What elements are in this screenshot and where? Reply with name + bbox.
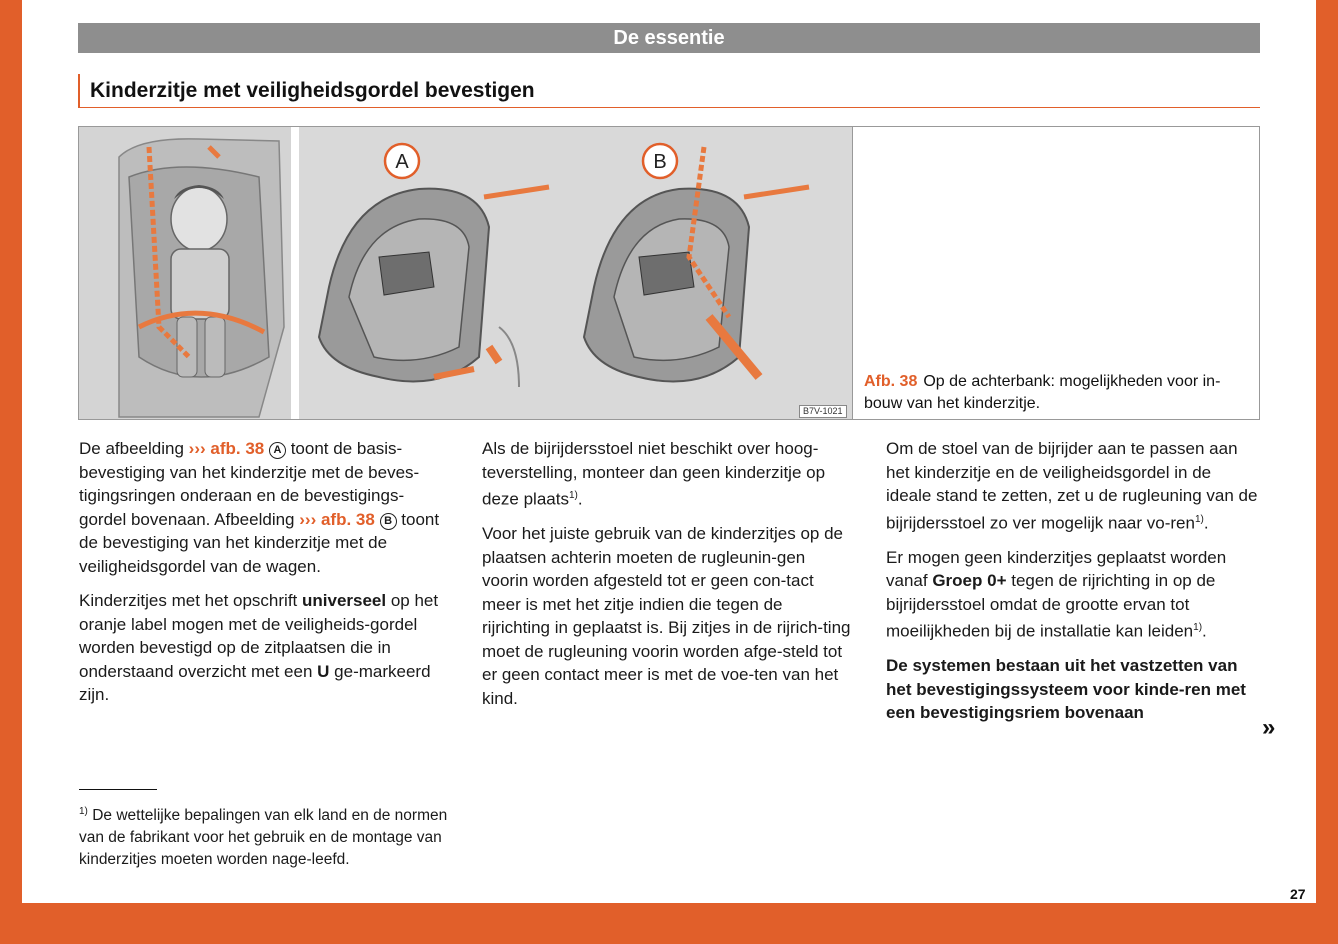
- circled-label-a: A: [269, 442, 286, 459]
- figure-caption: [864, 371, 1244, 415]
- footnote-divider: [79, 789, 157, 790]
- figure-illustration: [79, 127, 853, 419]
- footnote-text: De wettelijke bepalingen van elk land en de normen van de fabrikant voor het gebruik en de montage van kinderzitjes moeten worden nage-leefd.: [79, 807, 448, 869]
- continue-arrow-icon[interactable]: »: [1262, 714, 1276, 741]
- figure: [78, 126, 1260, 420]
- paragraph: Als de bijrijdersstoel niet beschikt over hoog-teverstelling, monteer dan geen kinderzitje op deze plaats$^{1)}$.: [482, 439, 826, 509]
- figure-caption-text: Op de achterbank: mogelijkheden voor in-bouw van het kinderzitje.: [864, 373, 1221, 412]
- footnote: [79, 801, 451, 871]
- paragraph: Er mogen geen kinderzitjes geplaatst worden vanaf Groep 0+ tegen de rijrichting in op de bijrijdersstoel omdat de grootte ervan tot moeilijkheden bij de installatie kan leiden$^{1)}$.: [886, 547, 1227, 641]
- page-number: 27: [1290, 886, 1306, 902]
- footnote-marker[interactable]: 1): [1193, 622, 1203, 634]
- figure-reference-link[interactable]: afb. 38: [320, 509, 375, 529]
- cross-reference-arrow: ›››: [299, 509, 317, 529]
- paragraph: Om de stoel van de bijrijder aan te passen aan het kinderzitje en de veiligheidsgordel in de ideale stand te zetten, zet u de rugleuning van de bijrijdersstoel zo ver mogelijk naar vo-ren$^{1)}$.: [886, 439, 1258, 533]
- figure-reference-link[interactable]: afb. 38: [210, 439, 265, 458]
- footnote-marker[interactable]: 1): [568, 490, 578, 501]
- footnote-number: 1): [79, 806, 88, 817]
- cross-reference-arrow: ›››: [188, 439, 206, 458]
- paragraph: De systemen bestaan uit het vastzetten van het bevestigingssysteem voor kinde-ren met een bevestigingsriem bovenaan: [886, 656, 1246, 723]
- paragraph: Kinderzitjes met het opschrift universeel op het oranje label mogen met de veiligheids-gordel worden bevestigd op de zitplaatsen die in onderstaand overzicht met een U ge-markeerd zijn.: [79, 591, 439, 704]
- text-column-3: [886, 437, 1258, 736]
- paragraph: De afbeelding ››› afb. 38 A toont de basis-bevestiging van het kinderzitje met de beves-tigingsringen onderaan en de bevestigings-gordel bovenaan. Afbeelding ››› afb. 38 B toont de bevestiging van het kinderzitje met de veiligheidsgordel van de wagen.: [79, 439, 440, 576]
- circled-label-b: B: [380, 513, 397, 530]
- figure-caption-label: Afb. 38: [864, 373, 918, 390]
- figure-code: B7V-1021: [799, 405, 847, 418]
- child-seat-illustration: [79, 127, 852, 419]
- paragraph: Voor het juiste gebruik van de kinderzitjes op de plaatsen achterin moeten de rugleunin-gen voorin worden afgesteld tot er geen con-tact meer is met het zitje indien die tegen de rijrichting in geplaatst is. Bij zitjes in de rijrich-ting moet de rugleuning voorin worden afge-steld tot er geen contact meer is met de voe-ten van het kind.: [482, 524, 851, 708]
- footnote-marker[interactable]: 1): [1194, 513, 1204, 525]
- text-column-2: [482, 437, 854, 721]
- section-title: Kinderzitje met veiligheidsgordel bevestigen: [78, 74, 1260, 108]
- figure-label-b: B: [653, 151, 667, 173]
- text-column-1: [79, 437, 451, 718]
- chapter-header: [78, 23, 1260, 53]
- figure-label-a: A: [395, 151, 409, 173]
- chapter-title: De essentie: [613, 27, 725, 49]
